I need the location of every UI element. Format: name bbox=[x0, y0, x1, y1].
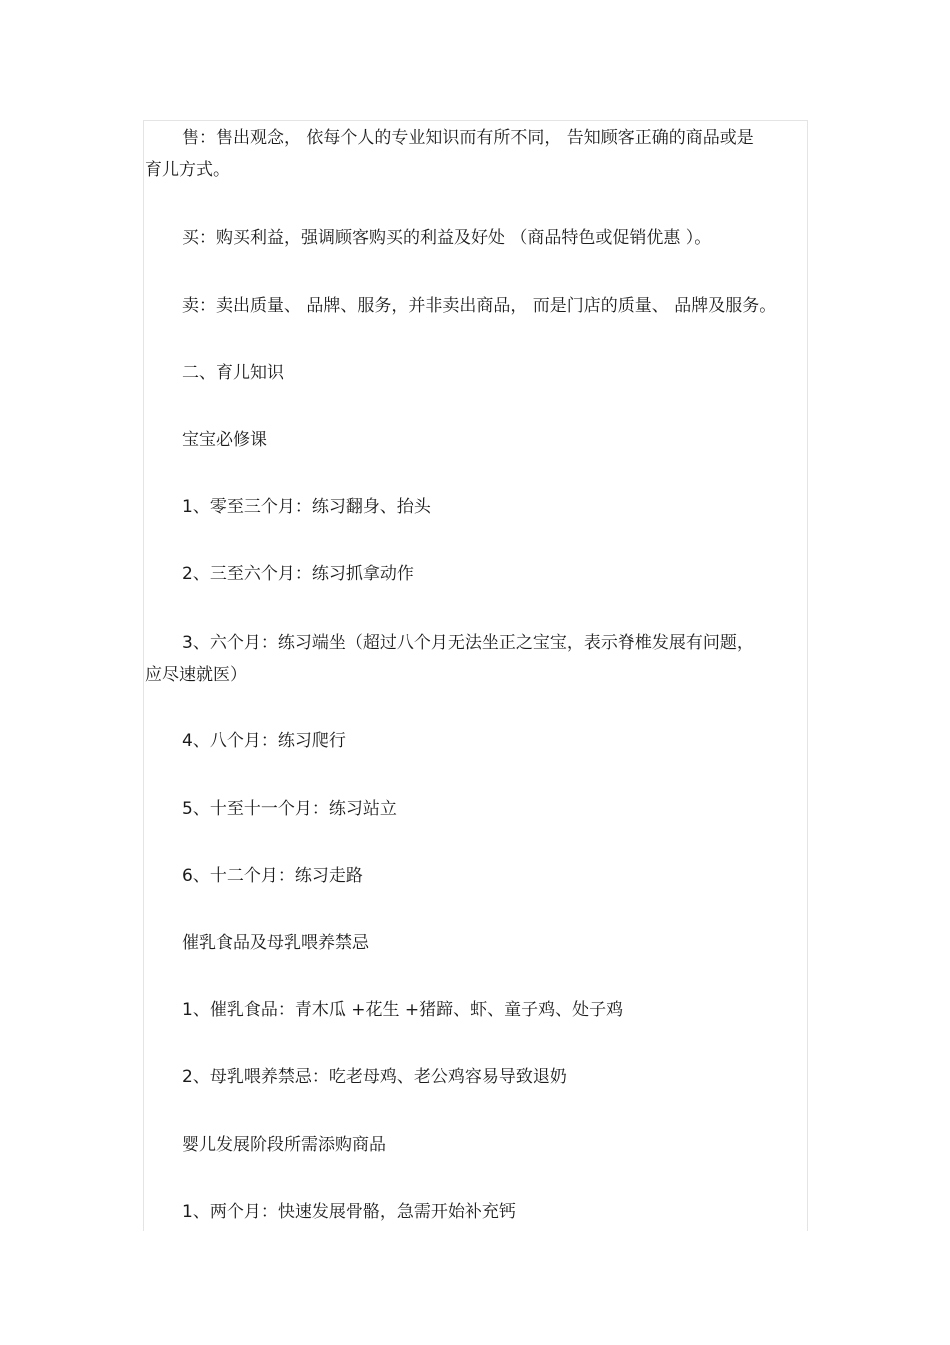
subheading-development-stages: 婴儿发展阶段所需添购商品 bbox=[182, 1135, 386, 1155]
list-item bbox=[145, 627, 805, 691]
text-line: 应尽速就医） bbox=[145, 665, 247, 685]
text-line: 售：售出观念， 依每个人的专业知识而有所不同， 告知顾客正确的商品或是 bbox=[182, 128, 754, 148]
section-heading-parenting: 二、育儿知识 bbox=[182, 363, 284, 383]
text-line: 3、六个月：练习端坐（超过八个月无法坐正之宝宝，表示脊椎发展有问题， bbox=[182, 633, 754, 653]
list-item: 6、十二个月：练习走路 bbox=[182, 866, 363, 886]
list-item: 1、两个月：快速发展骨骼，急需开始补充钙 bbox=[182, 1202, 516, 1222]
list-item: 5、十至十一个月：练习站立 bbox=[182, 799, 397, 819]
list-item: 1、零至三个月：练习翻身、抬头 bbox=[182, 497, 431, 517]
list-item: 1、催乳食品：青木瓜 +花生 +猪蹄、虾、童子鸡、处子鸡 bbox=[182, 1000, 624, 1020]
subheading-baby-course: 宝宝必修课 bbox=[182, 430, 267, 450]
paragraph-sell-concept bbox=[145, 122, 805, 186]
subheading-lactation: 催乳食品及母乳喂养禁忌 bbox=[182, 933, 369, 953]
list-item: 2、三至六个月：练习抓拿动作 bbox=[182, 564, 414, 584]
list-item: 4、八个月：练习爬行 bbox=[182, 731, 346, 751]
paragraph-buy-benefit: 买：购买利益，强调顾客购买的利益及好处 （商品特色或促销优惠 ）。 bbox=[182, 228, 712, 248]
list-item: 2、母乳喂养禁忌：吃老母鸡、老公鸡容易导致退奶 bbox=[182, 1067, 567, 1087]
text-line: 育儿方式。 bbox=[145, 160, 230, 180]
paragraph-sell-quality: 卖：卖出质量、 品牌、服务，并非卖出商品， 而是门店的质量、 品牌及服务。 bbox=[182, 296, 777, 316]
